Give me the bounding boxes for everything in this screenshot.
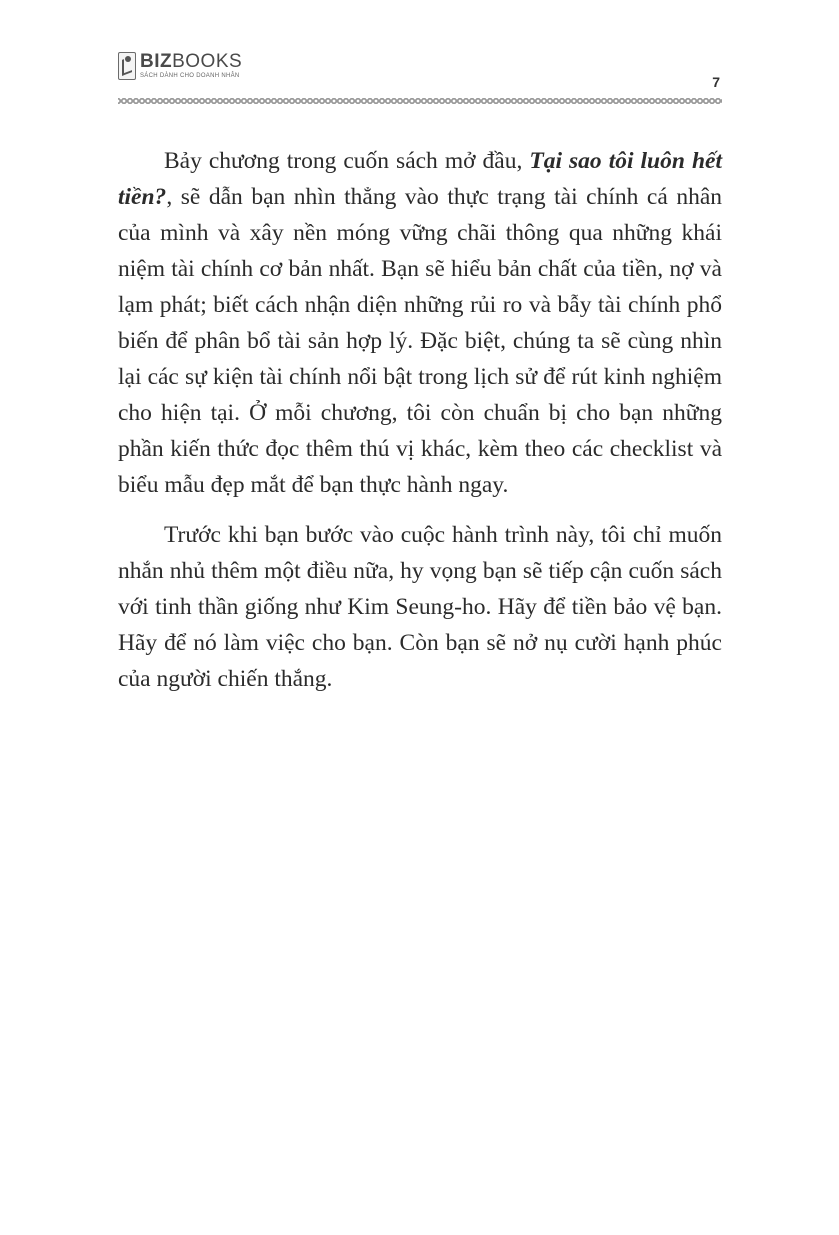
paragraph-1-start: Bảy chương trong cuốn sách mở đầu, <box>164 148 530 174</box>
bizbooks-logo <box>118 52 242 80</box>
page-header <box>118 52 722 106</box>
chapter-title-emphasis: Tại sao tôi luôn hết tiền? <box>118 148 722 210</box>
brand-tagline: SÁCH DÀNH CHO DOANH NHÂN <box>140 73 240 79</box>
brand-bold: BIZ <box>140 51 173 72</box>
logo-text <box>140 52 242 80</box>
page-number: 7 <box>712 74 720 90</box>
decorative-header-rule <box>118 98 722 104</box>
bizbooks-emblem-icon <box>118 52 136 80</box>
body-text <box>118 143 722 711</box>
paragraph-1 <box>118 143 722 503</box>
paragraph-2: Trước khi bạn bước vào cuộc hành trình này, tôi chỉ muốn nhắn nhủ thêm một điều nữa, hy vọng bạn sẽ tiếp cận cuốn sách với tinh thần giống như Kim Seung-ho. Hãy để tiền bảo vệ bạn. Hãy để nó làm việc cho bạn. Còn bạn sẽ nở nụ cười hạnh phúc của người chiến thắng. <box>118 522 722 692</box>
brand-name <box>140 52 242 71</box>
brand-regular: BOOKS <box>172 51 243 72</box>
paragraph-1-rest: , sẽ dẫn bạn nhìn thẳng vào thực trạng tài chính cá nhân của mình và xây nền móng vững chãi thông qua những khái niệm tài chính cơ bản nhất. Bạn sẽ hiểu bản chất của tiền, nợ và lạm phát; biết cách nhận diện những rủi ro và bẫy tài chính phổ biến để phân bổ tài sản hợp lý. Đặc biệt, chúng ta sẽ cùng nhìn lại các sự kiện tài chính nổi bật trong lịch sử để rút kinh nghiệm cho hiện tại. Ở mỗi chương, tôi còn chuẩn bị cho bạn những phần kiến thức đọc thêm thú vị khác, kèm theo các checklist và biểu mẫu đẹp mắt để bạn thực hành ngay. <box>118 184 722 498</box>
